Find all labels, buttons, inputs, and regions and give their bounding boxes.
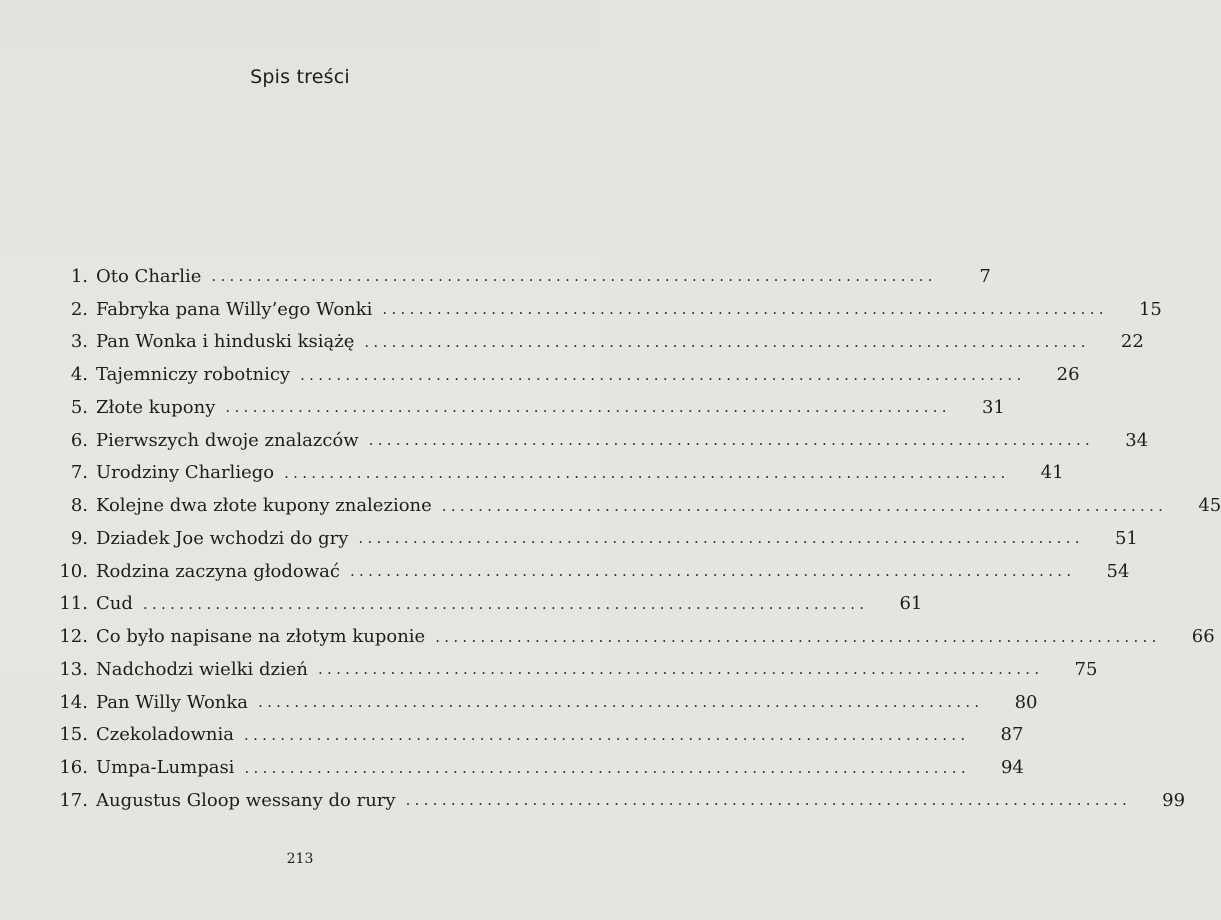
chapter-number: 9. bbox=[70, 527, 88, 549]
dot-leader: ................................................................................ bbox=[211, 267, 937, 286]
chapter-page-number: 41 bbox=[1040, 462, 1064, 484]
chapter-page-number: 45 bbox=[1198, 495, 1221, 517]
chapter-page-number: 61 bbox=[899, 593, 923, 615]
chapter-number: 11. bbox=[59, 593, 88, 615]
chapter-page-number: 66 bbox=[1191, 626, 1215, 648]
toc-entry bbox=[0, 620, 1215, 653]
chapter-number: 4. bbox=[70, 364, 88, 386]
chapter-page-number: 26 bbox=[1056, 364, 1080, 386]
toc-entry bbox=[0, 719, 1024, 752]
chapter-number: 10. bbox=[59, 560, 88, 582]
dot-leader: ................................................................................ bbox=[435, 627, 1161, 646]
chapter-number: 7. bbox=[70, 462, 88, 484]
chapter-title: Tajemniczy robotnicy bbox=[96, 364, 291, 386]
chapter-page-number: 94 bbox=[1000, 757, 1024, 779]
chapter-number: 5. bbox=[70, 396, 88, 418]
dot-leader: ................................................................................ bbox=[441, 496, 1168, 515]
dot-leader: ................................................................................ bbox=[368, 431, 1095, 450]
toc-entry bbox=[0, 326, 1144, 359]
chapter-page-number: 99 bbox=[1162, 789, 1186, 811]
toc-entry bbox=[0, 686, 1038, 719]
page-title: Spis treści bbox=[250, 66, 350, 88]
toc-entry bbox=[0, 358, 1080, 391]
chapter-page-number: 54 bbox=[1106, 560, 1130, 582]
chapter-title: Kolejne dwa złote kupony znalezione bbox=[96, 495, 432, 517]
chapter-title: Rodzina zaczyna głodować bbox=[96, 560, 340, 582]
toc-entry bbox=[0, 424, 1149, 457]
chapter-title: Pan Wonka i hinduski książę bbox=[96, 331, 355, 353]
chapter-page-number: 31 bbox=[981, 396, 1005, 418]
chapter-title: Augustus Gloop wessany do rury bbox=[96, 789, 396, 811]
dot-leader: ................................................................................ bbox=[225, 398, 951, 417]
chapter-number: 2. bbox=[70, 298, 88, 320]
chapter-page-number: 75 bbox=[1074, 658, 1098, 680]
chapter-number: 12. bbox=[59, 626, 88, 648]
chapter-title: Cud bbox=[96, 593, 133, 615]
toc-entry bbox=[0, 653, 1098, 686]
dot-leader: ................................................................................ bbox=[349, 562, 1076, 581]
toc-entry bbox=[0, 555, 1130, 588]
chapter-number: 16. bbox=[59, 757, 88, 779]
chapter-page-number: 87 bbox=[1000, 724, 1024, 746]
toc-entry bbox=[0, 260, 991, 293]
dot-leader: ................................................................................ bbox=[142, 594, 869, 613]
chapter-page-number: 15 bbox=[1138, 298, 1162, 320]
chapter-title: Złote kupony bbox=[96, 396, 216, 418]
dot-leader: ................................................................................ bbox=[405, 791, 1132, 810]
toc-entry bbox=[0, 784, 1186, 817]
chapter-number: 15. bbox=[59, 724, 88, 746]
chapter-title: Oto Charlie bbox=[96, 265, 202, 287]
chapter-number: 17. bbox=[59, 789, 88, 811]
toc-entry bbox=[0, 751, 1024, 784]
dot-leader: ................................................................................ bbox=[284, 463, 1010, 482]
dot-leader: ................................................................................ bbox=[300, 365, 1026, 384]
dot-leader: ................................................................................ bbox=[317, 660, 1044, 679]
chapter-title: Umpa-Lumpasi bbox=[96, 757, 235, 779]
toc-entry bbox=[0, 489, 1221, 522]
chapter-number: 3. bbox=[70, 331, 88, 353]
chapter-number: 1. bbox=[70, 265, 88, 287]
chapter-title: Nadchodzi wielki dzień bbox=[96, 658, 308, 680]
chapter-number: 14. bbox=[59, 691, 88, 713]
page-number: 213 bbox=[286, 851, 314, 867]
chapter-page-number: 7 bbox=[979, 265, 991, 287]
chapter-title: Czekoladownia bbox=[96, 724, 234, 746]
dot-leader: ................................................................................ bbox=[382, 300, 1108, 319]
chapter-title: Fabryka pana Willy’ego Wonki bbox=[96, 298, 373, 320]
dot-leader: ................................................................................ bbox=[244, 725, 970, 744]
toc-entry bbox=[0, 522, 1138, 555]
toc-entry bbox=[0, 391, 1005, 424]
chapter-title: Co było napisane na złotym kuponie bbox=[96, 626, 426, 648]
chapter-page-number: 51 bbox=[1114, 527, 1138, 549]
dot-leader: ................................................................................ bbox=[358, 529, 1084, 548]
dot-leader: ................................................................................ bbox=[364, 332, 1090, 351]
chapter-number: 13. bbox=[59, 658, 88, 680]
chapter-title: Urodziny Charliego bbox=[96, 462, 275, 484]
chapter-number: 8. bbox=[70, 495, 88, 517]
chapter-title: Pan Willy Wonka bbox=[96, 691, 249, 713]
chapter-page-number: 80 bbox=[1014, 691, 1038, 713]
toc-entry bbox=[0, 293, 1162, 326]
toc-entry bbox=[0, 588, 923, 621]
toc-entry bbox=[0, 457, 1064, 490]
chapter-title: Dziadek Joe wchodzi do gry bbox=[96, 527, 349, 549]
chapter-title: Pierwszych dwoje znalazców bbox=[96, 429, 359, 451]
chapter-page-number: 34 bbox=[1125, 429, 1149, 451]
table-of-contents bbox=[0, 260, 1221, 817]
dot-leader: ................................................................................ bbox=[258, 693, 984, 712]
chapter-page-number: 22 bbox=[1120, 331, 1144, 353]
dot-leader: ................................................................................ bbox=[244, 758, 970, 777]
chapter-number: 6. bbox=[70, 429, 88, 451]
